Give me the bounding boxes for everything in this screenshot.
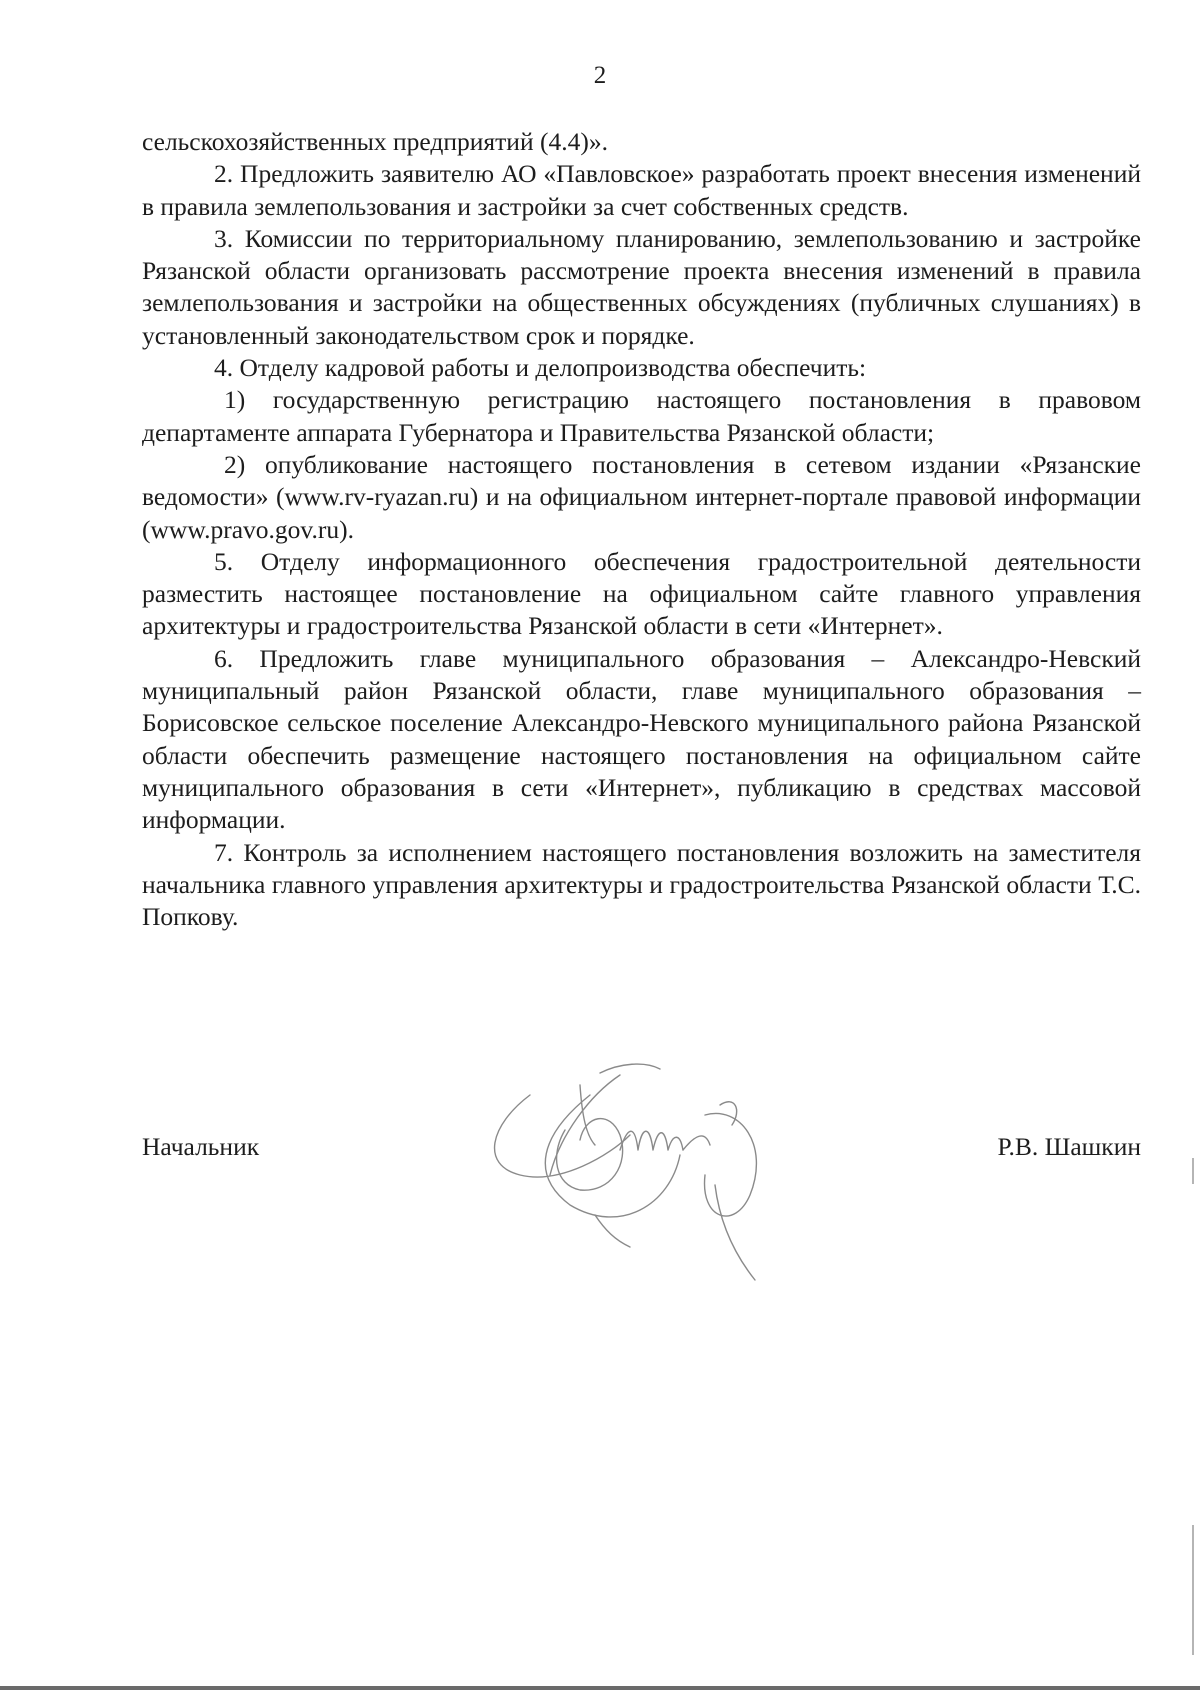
signatory-position: Начальник (142, 1132, 260, 1161)
paragraph-subitem-2: 2) опубликование настоящего постановления в сетевом издании «Рязанские ведомости» (www.rv-ryazan.ru) и на официальном интернет-портале правовой информации (www.pravo.gov.ru). (142, 449, 1141, 544)
scan-edge-mark (1192, 1158, 1194, 1184)
scan-edge-mark (1192, 1525, 1194, 1655)
paragraph-item-7: 7. Контроль за исполнением настоящего постановления возложить на заместителя начальника главного управления архитектуры и градостроительства Рязанской области Т.С. Попкову. (142, 837, 1141, 932)
paragraph-item-2: 2. Предложить заявителю АО «Павловское» разработать проект внесения изменений в правила землепользования и застройки за счет собственных средств. (142, 159, 1141, 221)
handwritten-signature-icon (470, 1055, 830, 1295)
paragraph-item-6: 6. Предложить главе муниципального образования – Александро-Невский муниципальный район Рязанской области, главе муниципального образования – Борисовское сельское поселение Александро-Невского муниципального района Рязанской области обеспечить размещение настоящего постановления на официальном сайте муниципального образования в сети «Интернет», публикацию в средствах массовой информации. (142, 643, 1141, 835)
paragraph-item-3: 3. Комиссии по территориальному планированию, землепользованию и застройке Рязанской области организовать рассмотрение проекта внесения изменений в правила землепользования и застройки на общественных обсуждениях (публичных слушаниях) в установленный законодательством срок и порядке. (142, 223, 1141, 350)
paragraph-item-4: 4. Отделу кадровой работы и делопроизводства обеспечить: (214, 353, 867, 383)
paragraph-item-5: 5. Отделу информационного обеспечения градостроительной деятельности разместить настоящее постановление на официальном сайте главного управления архитектуры и градостроительства Рязанской области в сети «Интернет». (142, 546, 1141, 641)
page-number: 2 (593, 62, 607, 89)
document-body (142, 126, 1141, 933)
paragraph-continuation: сельскохозяйственных предприятий (4.4)». (142, 127, 608, 156)
scan-bottom-edge (0, 1686, 1200, 1690)
signatory-name: Р.В. Шашкин (997, 1132, 1141, 1161)
paragraph-subitem-1: 1) государственную регистрацию настоящего постановления в правовом департаменте аппарата Губернатора и Правительства Рязанской области; (142, 385, 1141, 447)
